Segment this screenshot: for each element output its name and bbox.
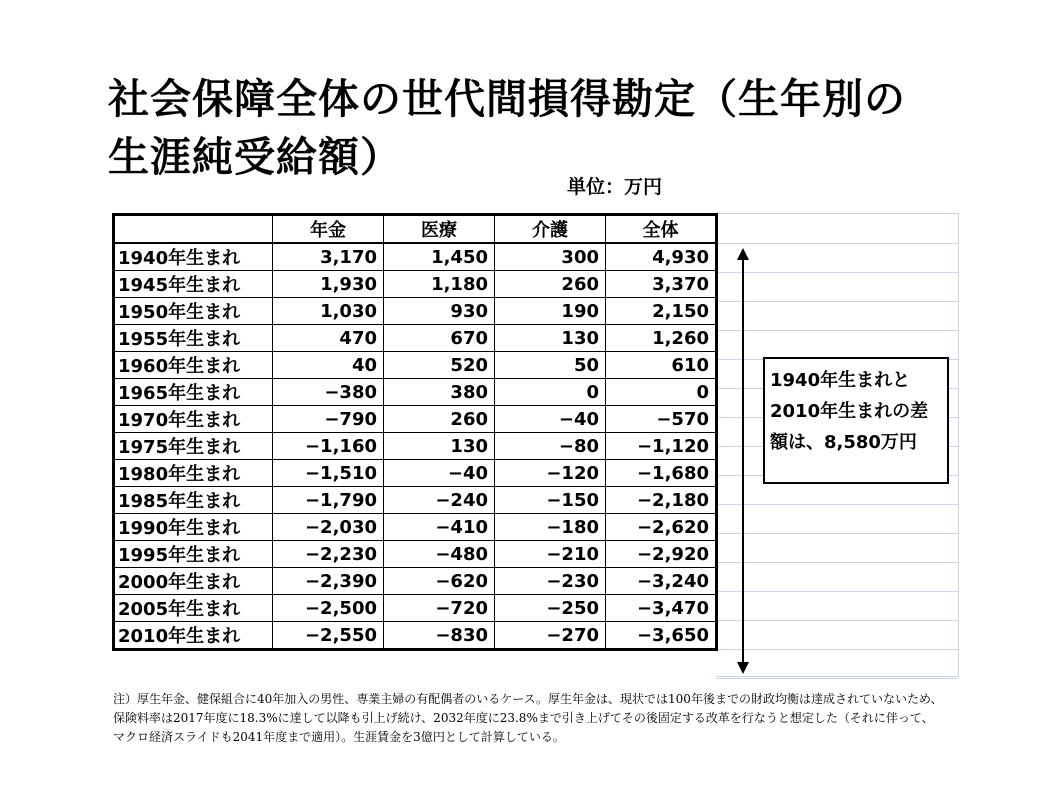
total-cell: −2,180 bbox=[606, 487, 717, 514]
medical-cell: −720 bbox=[384, 595, 495, 622]
care-cell: 260 bbox=[495, 271, 606, 298]
pension-cell: 470 bbox=[273, 325, 384, 352]
row-label-cell: 2005年生まれ bbox=[114, 595, 273, 622]
pension-cell: −2,230 bbox=[273, 541, 384, 568]
pension-cell: 1,930 bbox=[273, 271, 384, 298]
unit-label: 単位：万円 bbox=[567, 176, 663, 198]
table-row bbox=[114, 514, 717, 541]
row-label-cell: 1990年生まれ bbox=[114, 514, 273, 541]
row-label-cell: 1980年生まれ bbox=[114, 460, 273, 487]
care-cell: −150 bbox=[495, 487, 606, 514]
header-row bbox=[114, 215, 717, 244]
data-table bbox=[112, 213, 718, 651]
difference-callout bbox=[763, 357, 949, 484]
total-cell: −3,240 bbox=[606, 568, 717, 595]
care-cell: 130 bbox=[495, 325, 606, 352]
table-row bbox=[114, 568, 717, 595]
row-label-cell: 1945年生まれ bbox=[114, 271, 273, 298]
row-label-cell: 1940年生まれ bbox=[114, 243, 273, 271]
care-cell: 0 bbox=[495, 379, 606, 406]
total-cell: −570 bbox=[606, 406, 717, 433]
header-cell-medical: 医療 bbox=[384, 215, 495, 244]
page-title bbox=[108, 70, 1008, 186]
table-row bbox=[114, 460, 717, 487]
row-label-cell: 1960年生まれ bbox=[114, 352, 273, 379]
row-label-cell: 1955年生まれ bbox=[114, 325, 273, 352]
medical-cell: −410 bbox=[384, 514, 495, 541]
total-cell: −3,650 bbox=[606, 622, 717, 650]
table-row bbox=[114, 352, 717, 379]
total-cell: 610 bbox=[606, 352, 717, 379]
total-cell: −1,120 bbox=[606, 433, 717, 460]
callout-line-2: 2010年生まれの差 bbox=[770, 401, 929, 422]
care-cell: −270 bbox=[495, 622, 606, 650]
header-cell-pension: 年金 bbox=[273, 215, 384, 244]
table-row bbox=[114, 433, 717, 460]
table-row bbox=[114, 243, 717, 271]
medical-cell: 380 bbox=[384, 379, 495, 406]
pension-cell: −2,390 bbox=[273, 568, 384, 595]
row-label-cell: 1970年生まれ bbox=[114, 406, 273, 433]
medical-cell: −830 bbox=[384, 622, 495, 650]
pension-cell: −1,160 bbox=[273, 433, 384, 460]
pension-cell: −790 bbox=[273, 406, 384, 433]
table-row bbox=[114, 541, 717, 568]
row-label-cell: 2000年生まれ bbox=[114, 568, 273, 595]
medical-cell: −480 bbox=[384, 541, 495, 568]
header-cell-total: 全体 bbox=[606, 215, 717, 244]
table-row bbox=[114, 406, 717, 433]
pension-cell: 40 bbox=[273, 352, 384, 379]
medical-cell: 930 bbox=[384, 298, 495, 325]
medical-cell: −620 bbox=[384, 568, 495, 595]
care-cell: 50 bbox=[495, 352, 606, 379]
care-cell: 190 bbox=[495, 298, 606, 325]
total-cell: −2,620 bbox=[606, 514, 717, 541]
pension-cell: 3,170 bbox=[273, 243, 384, 271]
total-cell: 1,260 bbox=[606, 325, 717, 352]
title-line-2: 生涯純受給額） bbox=[108, 133, 402, 181]
pension-cell: −2,500 bbox=[273, 595, 384, 622]
footnote: 注）厚生年金、健保組合に40年加入の男性、専業主婦の有配偶者のいるケース。厚生年金は、現状では100年後までの財政均衡は達成されていないため、保険料率は2017年度に18.3%に達して以降も引上げ続け、2032年度に23.8%まで引き上げてその後固定する改革を行なうと想定した（それに伴って、マクロ経済スライドも2041年度まで適用）。生涯賃金を3億円として計算している。 bbox=[113, 692, 943, 744]
total-cell: −1,680 bbox=[606, 460, 717, 487]
callout-line-3: 額は、8,580万円 bbox=[770, 432, 917, 453]
callout-line-1: 1940年生まれと bbox=[770, 370, 911, 391]
total-cell: 4,930 bbox=[606, 243, 717, 271]
range-arrow bbox=[733, 248, 753, 674]
medical-cell: −40 bbox=[384, 460, 495, 487]
header-cell-label bbox=[114, 215, 273, 244]
medical-cell: 260 bbox=[384, 406, 495, 433]
medical-cell: 670 bbox=[384, 325, 495, 352]
row-label-cell: 1965年生まれ bbox=[114, 379, 273, 406]
pension-cell: 1,030 bbox=[273, 298, 384, 325]
medical-cell: 520 bbox=[384, 352, 495, 379]
title-line-1: 社会保障全体の世代間損得勘定（生年別の bbox=[108, 75, 906, 123]
pension-cell: −380 bbox=[273, 379, 384, 406]
row-label-cell: 1995年生まれ bbox=[114, 541, 273, 568]
care-cell: −210 bbox=[495, 541, 606, 568]
care-cell: −40 bbox=[495, 406, 606, 433]
total-cell: 2,150 bbox=[606, 298, 717, 325]
table-row bbox=[114, 325, 717, 352]
pension-cell: −1,510 bbox=[273, 460, 384, 487]
care-cell: −250 bbox=[495, 595, 606, 622]
table-row bbox=[114, 487, 717, 514]
grid-line bbox=[716, 243, 958, 244]
row-label-cell: 2010年生まれ bbox=[114, 622, 273, 650]
care-cell: −180 bbox=[495, 514, 606, 541]
table-row bbox=[114, 271, 717, 298]
care-cell: −120 bbox=[495, 460, 606, 487]
table-row bbox=[114, 298, 717, 325]
pension-cell: −1,790 bbox=[273, 487, 384, 514]
medical-cell: 130 bbox=[384, 433, 495, 460]
medical-cell: 1,180 bbox=[384, 271, 495, 298]
pension-cell: −2,550 bbox=[273, 622, 384, 650]
total-cell: 0 bbox=[606, 379, 717, 406]
header-cell-care: 介護 bbox=[495, 215, 606, 244]
table-row bbox=[114, 379, 717, 406]
table-row bbox=[114, 622, 717, 650]
total-cell: 3,370 bbox=[606, 271, 717, 298]
care-cell: −230 bbox=[495, 568, 606, 595]
row-label-cell: 1975年生まれ bbox=[114, 433, 273, 460]
care-cell: −80 bbox=[495, 433, 606, 460]
medical-cell: −240 bbox=[384, 487, 495, 514]
medical-cell: 1,450 bbox=[384, 243, 495, 271]
grid-line bbox=[716, 678, 958, 679]
pension-cell: −2,030 bbox=[273, 514, 384, 541]
row-label-cell: 1985年生まれ bbox=[114, 487, 273, 514]
table-row bbox=[114, 595, 717, 622]
care-cell: 300 bbox=[495, 243, 606, 271]
total-cell: −2,920 bbox=[606, 541, 717, 568]
row-label-cell: 1950年生まれ bbox=[114, 298, 273, 325]
total-cell: −3,470 bbox=[606, 595, 717, 622]
